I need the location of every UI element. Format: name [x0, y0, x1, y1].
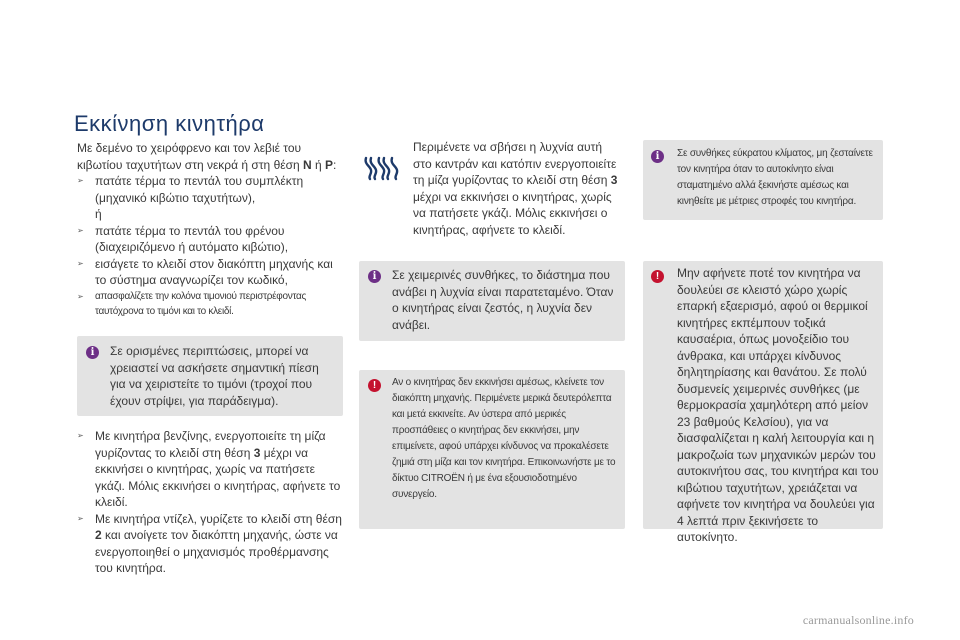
bullet-icon: ➢: [77, 258, 84, 268]
gear-n: N: [303, 157, 312, 172]
info-box-text: Σε χειμερινές συνθήκες, το διάστημα που ανάβει η λυχνία είναι παρατεταμένο. Όταν ο κινητήρας είναι ζεστός, η λυχνία δεν ανάβει.: [392, 268, 614, 332]
info-box-steering: [77, 336, 343, 416]
list-item: ➢ Με κινητήρα βενζίνης, ενεργοποιείτε τη μίζα γυρίζοντας το κλειδί στη θέση 3 μέχρι να εκκινήσει ο κινητήρας, χωρίς να πατήσετε γκάζι. Μόλις εκκινήσει ο κινητήρας, αφήνετε το κλειδί.: [77, 429, 341, 509]
info-box-winter: [359, 261, 625, 341]
warning-box-text: Αν ο κινητήρας δεν εκκινήσει αμέσως, κλείνετε τον διακόπτη μηχανής. Περιμένετε μερικά δευτερόλεπτα και μετά εκκινείτε. Αν ύστερα από μερικές προσπάθειες ο κινητήρας δεν εκκινήσει, μην επιμείνετε, αφού υπάρχει κίνδυνος να προκαλέσετε ζημιά στη μίζα και τον κινητήρα. Επικοινωνήστε με το δίκτυο CITROËN ή με ένα εξουσιοδοτημένο συνεργείο.: [392, 377, 616, 500]
warning-icon: !: [368, 379, 381, 392]
bullet-icon: ➢: [77, 291, 84, 301]
info-box-text: Σε ορισμένες περιπτώσεις, μπορεί να χρειαστεί να ασκήσετε σημαντική πίεση για να χειριστείτε το τιμόνι (τροχοί που έχουν στρίψει, για παράδειγμα).: [110, 344, 319, 408]
engine-start-steps: [77, 428, 345, 577]
list-item: ➢ πατάτε τέρμα το πεντάλ του φρένου (διαχειριζόμενο ή αυτόματο κιβώτιο),: [77, 223, 289, 254]
list-item: ➢ απασφαλίζετε την κολόνα τιμονιού περιστρέφοντας ταυτόχρονα το τιμόνι και το κλειδί.: [77, 290, 306, 317]
warning-box-ventilation: [643, 261, 883, 544]
info-icon: i: [86, 346, 99, 359]
list-item: ➢ πατάτε τέρμα το πεντάλ του συμπλέκτη (μηχανικό κιβώτιο ταχυτήτων),: [77, 174, 304, 205]
warning-icon: !: [651, 270, 664, 283]
gear-p: P: [325, 157, 334, 172]
or-separator: ή: [95, 207, 102, 221]
footer-watermark: carmanualsonline.info: [802, 613, 914, 627]
info-box-temperate: [643, 140, 883, 220]
main-instructions: [77, 140, 345, 319]
bullet-icon: ➢: [77, 176, 84, 185]
bullet-icon: ➢: [77, 513, 84, 523]
glow-plug-text: Περιμένετε να σβήσει η λυχνία αυτή στο καντράν και κατόπιν ενεργοποιείτε τη μίζα γυρίζοντας το κλειδί στη θέση 3 μέχρι να εκκινήσει ο κινητήρας, χωρίς να πατήσετε γκάζι. Μόλις εκκινήσει ο κινητήρας, αφήνετε το κλειδί.: [413, 140, 618, 237]
list-item: ➢ εισάγετε το κλειδί στον διακόπτη μηχανής και το σύστημα αναγνωρίζει τον κωδικό,: [77, 256, 333, 287]
info-icon: i: [368, 270, 381, 283]
info-box-text: Σε συνθήκες εύκρατου κλίματος, μη ζεσταίνετε τον κινητήρα όταν το αυτοκίνητο είναι σταματημένο αλλά ξεκινήστε αμέσως και κινηθείτε με μέτριες στροφές του κινητήρα.: [677, 148, 873, 207]
warning-box-text: Μην αφήνετε ποτέ τον κινητήρα να δουλεύει σε κλειστό χώρο χωρίς επαρκή εξαερισμό, αφού οι θερμικοί κινητήρες εκπέμπουν τοξικά καυσαέρια, όπως μονοξείδιο του άνθρακα, και υπάρχει κίνδυνος δηλητηρίασης και θανάτου. Σε πολύ δυσμενείς χειμερινές συνθήκες (με θερμοκρασία χαμηλότερη από μείον 23 βαθμούς Κελσίου), για να διασφαλίζεται η καλή λειτουργία και η μακροζωία των μηχανικών μερών του αυτοκινήτου σας, του κινητήρα και του κιβώτιου ταχυτήτων, χρειάζεται να αφήνετε τον κινητήρα να δουλεύει για 4 λεπτά πριν ξεκινήσετε το αυτοκίνητο.: [677, 266, 879, 544]
bullet-icon: ➢: [77, 225, 84, 235]
glow-plug-icon: [362, 152, 402, 182]
bullet-icon: ➢: [77, 431, 84, 440]
warning-box-start-failure: [359, 370, 625, 529]
info-icon: i: [651, 150, 664, 163]
page-title: Εκκίνηση κινητήρα: [74, 110, 265, 136]
intro-text: Με δεμένο το χειρόφρενο και τον λεβιέ του κιβωτίου ταχυτήτων στη νεκρά ή στη θέση N ή P:: [77, 141, 337, 172]
list-item: ➢ Με κινητήρα ντίζελ, γυρίζετε το κλειδί στη θέση 2 και ανοίγετε τον διακόπτη μηχανής, ώστε να ενεργοποιηθεί ο μηχανισμός προθέρμανσης του κινητήρα.: [77, 511, 342, 575]
